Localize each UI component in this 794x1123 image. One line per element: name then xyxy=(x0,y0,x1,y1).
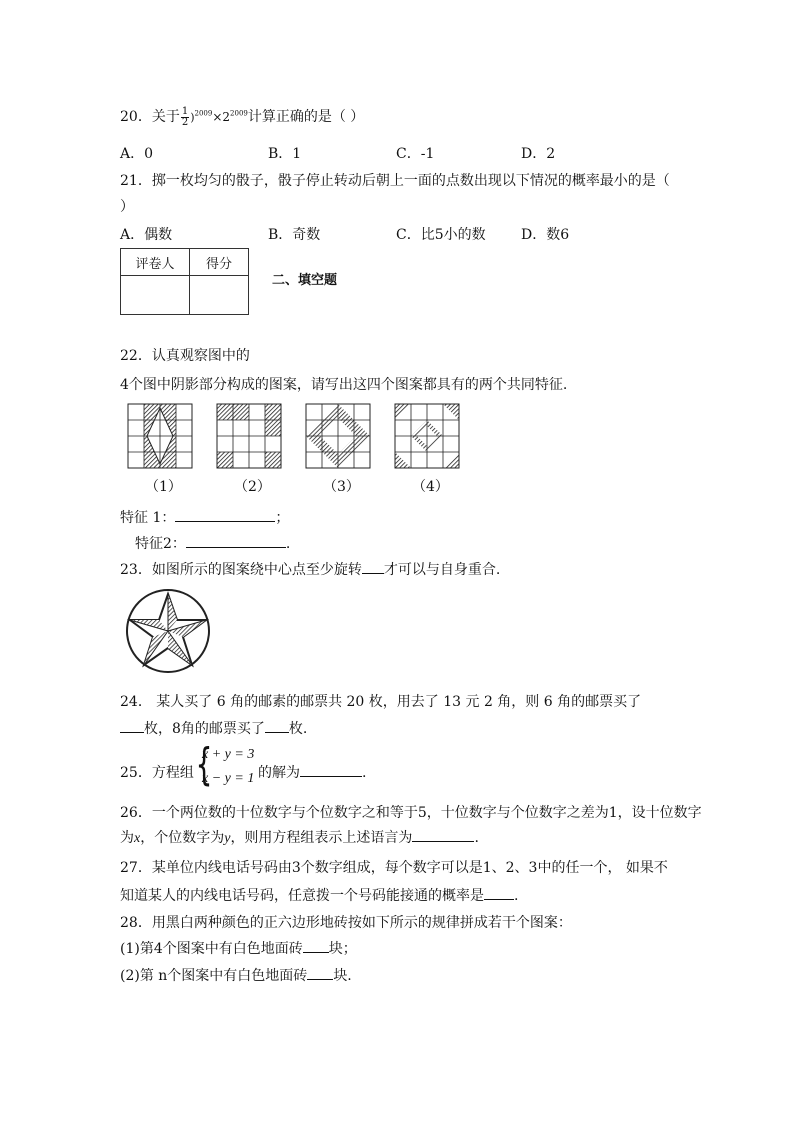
q20-frac-den: 2 xyxy=(181,116,189,128)
q20-exp1: 2009 xyxy=(194,109,213,118)
figure-1 xyxy=(128,404,192,468)
q24-line1: 24． 某人买了 6 角的邮素的邮票共 20 枚，用去了 13 元 2 角，则 6 角的邮票买了 xyxy=(120,694,642,710)
score-table-score-cell[interactable] xyxy=(190,276,249,315)
q25-blank[interactable] xyxy=(300,776,362,777)
q22-line2: 4个图中阴影部分构成的图案，请写出这四个图案都具有的两个共同特征. xyxy=(120,377,568,393)
figure-2 xyxy=(217,404,281,468)
q25-brace: { xyxy=(195,739,213,790)
q28-line1: 28．用黑白两种颜色的正六边形地砖按如下所示的规律拼成若干个图案： xyxy=(120,915,572,931)
q27-line1: 27．某单位内线电话号码由3个数字组成，每个数字可以是1、2、3中的任一个， 如果不 xyxy=(120,860,668,876)
q20-prefix: 20．关于 xyxy=(120,109,180,125)
figure-4 xyxy=(395,404,459,468)
q28-line2-a: (1)第4个图案中有白色地面砖 xyxy=(120,941,303,957)
score-table-grader: 评卷人 xyxy=(121,249,190,276)
q23-text-a: 23．如图所示的图案绕中心点至少旋转 xyxy=(120,562,362,578)
q27-end: . xyxy=(514,888,519,904)
q22-figures xyxy=(120,398,480,478)
q23-text-b: 才可以与自身重合. xyxy=(383,562,501,578)
q20-stem xyxy=(120,106,364,128)
q20-option-d[interactable]: D．2 xyxy=(521,146,556,162)
q20-fraction xyxy=(181,107,189,128)
q26-line2-a: 为 xyxy=(120,830,134,846)
q20-close-paren: ) xyxy=(190,111,195,124)
q22-caption-2: （2） xyxy=(234,479,271,495)
q25-eq2: x − y = 1 xyxy=(202,771,255,786)
q26-line2-c: ，则用方程组表示上述语言为 xyxy=(230,830,413,846)
q22-caption-3: （3） xyxy=(323,479,360,495)
q24-line2-b: 枚. xyxy=(288,721,308,737)
q21-line2: ） xyxy=(120,199,134,215)
figure-3 xyxy=(306,404,370,468)
q26-line2-b: ，个位数字为 xyxy=(140,830,225,846)
q26-end: . xyxy=(474,830,479,846)
q27-blank[interactable] xyxy=(484,899,514,900)
q28-line3 xyxy=(120,965,352,985)
q25-eq1: x + y = 3 xyxy=(202,747,255,762)
q20-suffix: 计算正确的是（ ） xyxy=(247,109,365,125)
q27-line2 xyxy=(120,885,518,905)
q22-feature2-label: 特征2： xyxy=(135,536,186,552)
q25-prefix: 25．方程组 xyxy=(120,765,194,781)
q22-feature1 xyxy=(120,507,289,527)
q21-option-c[interactable]: C．比5小的数 xyxy=(396,227,486,243)
q25-end: . xyxy=(362,765,367,781)
section-title: 二、填空题 xyxy=(272,273,338,288)
q20-times: ×2 xyxy=(212,110,231,124)
q28-blank-2[interactable] xyxy=(307,979,333,980)
q21-option-b[interactable]: B．奇数 xyxy=(268,227,321,243)
q23-blank[interactable] xyxy=(362,573,384,574)
q20-exp2: 2009 xyxy=(230,109,248,118)
score-table-score: 得分 xyxy=(190,249,249,276)
q21-line1: 21．掷一枚均匀的骰子，骰子停止转动后朝上一面的点数出现以下情况的概率最小的是（ xyxy=(120,173,670,189)
q28-line3-b: 块. xyxy=(333,968,352,984)
q22-feature1-blank[interactable] xyxy=(175,521,275,522)
q20-option-a[interactable]: A．0 xyxy=(120,146,154,162)
score-table-grader-cell[interactable] xyxy=(121,276,190,315)
q27-line2-text: 知道某人的内线电话号码，任意拨一个号码能接通的概率是 xyxy=(120,888,484,904)
q28-line3-a: (2)第 n个图案中有白色地面砖 xyxy=(120,968,308,984)
q22-caption-4: （4） xyxy=(412,479,449,495)
q26-line1: 26．一个两位数的十位数字与个位数字之和等于5，十位数字与个位数字之差为1，设十位数字 xyxy=(120,805,702,821)
q28-blank-1[interactable] xyxy=(303,952,329,953)
q21-option-a[interactable]: A．偶数 xyxy=(120,227,173,243)
q22-feature2-end: . xyxy=(285,536,291,552)
q22-feature1-end: ； xyxy=(275,510,290,526)
q20-frac-num: 1 xyxy=(181,105,189,117)
q22-feature2 xyxy=(135,533,290,553)
q26-line2 xyxy=(120,827,479,847)
score-table xyxy=(120,248,249,315)
q25-suffix: 的解为 xyxy=(258,765,300,781)
q26-var-x: x xyxy=(134,831,141,846)
q26-var-y: y xyxy=(224,831,231,846)
q22-caption-1: （1） xyxy=(145,479,182,495)
q26-blank[interactable] xyxy=(412,841,474,842)
q24-blank-1[interactable] xyxy=(120,732,144,733)
q28-line2-b: 块； xyxy=(328,941,357,957)
q21-option-d[interactable]: D．数6 xyxy=(521,227,570,243)
q24-line2 xyxy=(120,718,307,738)
q24-blank-2[interactable] xyxy=(265,732,289,733)
q22-feature2-blank[interactable] xyxy=(186,547,286,548)
q28-line2 xyxy=(120,938,357,958)
q22-feature1-label: 特征 1： xyxy=(120,510,176,526)
q25-tail xyxy=(258,762,366,782)
q23-star-figure xyxy=(124,588,214,674)
q23-stem xyxy=(120,559,500,579)
q20-option-b[interactable]: B．1 xyxy=(268,146,302,162)
q22-line1: 22．认真观察图中的 xyxy=(120,348,250,364)
q24-line2-a: 枚，8角的邮票买了 xyxy=(144,721,265,737)
q20-option-c[interactable]: C．-1 xyxy=(396,146,435,162)
